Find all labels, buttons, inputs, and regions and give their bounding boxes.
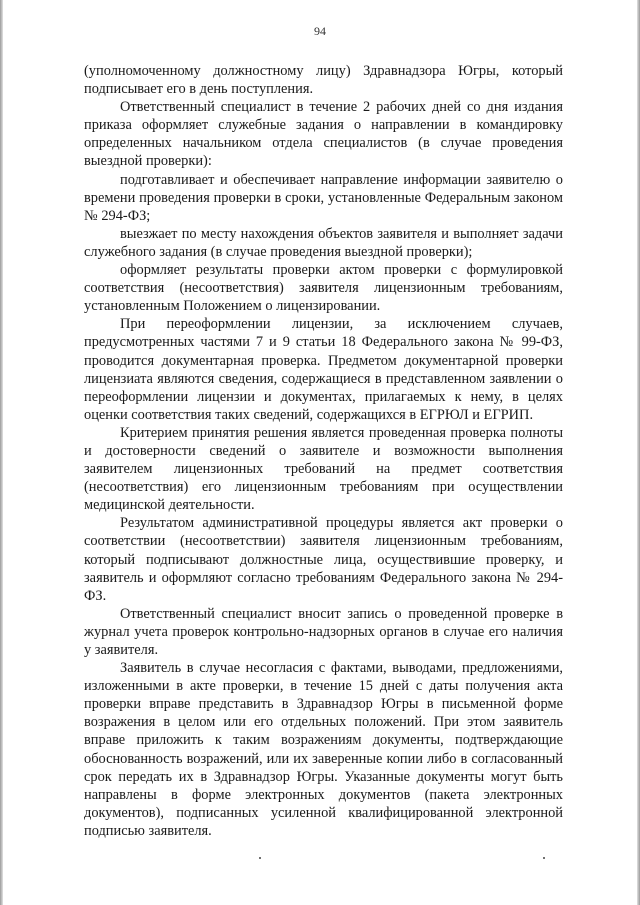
paragraph-9: Ответственный специалист вносит запись о проведенной проверке в журнал учета проверок контрольно-надзорных органов в случае его наличия у заявителя. [84,605,563,658]
paragraph-4: выезжает по месту нахождения объектов заявителя и выполняет задачи служебного задания (в случае проведения выездной проверки); [84,225,563,260]
paragraph-10: Заявитель в случае несогласия с фактами, выводами, предложениями, изложенными в акте проверки, в течение 15 дней с даты получения акта проверки вправе представить в Здравнадзор Югры в письменной форме возражения в целом или его отдельных положений. При этом заявитель вправе приложить к таким возражениям документы, подтверждающие обоснованность возражений, или их заверенные копии либо в согласованный срок передать их в Здравнадзор Югры. Указанные документы могут быть направлены в форме электронных документов (пакета электронных документов), подписанных усиленной квалифицированной электронной подписью заявителя. [84,660,563,839]
paragraph-3: подготавливает и обеспечивает направление информации заявителю о времени проведения проверки в сроки, установленные Федеральным законом № 294-ФЗ; [84,171,563,224]
scan-speck [259,857,261,859]
paragraph-1: (уполномоченному должностному лицу) Здравнадзора Югры, который подписывает его в день поступления. [84,63,563,98]
paragraph-2: Ответственный специалист в течение 2 рабочих дней со дня издания приказа оформляет служебные задания о направлении в командировку определенных начальником отдела специалистов (в случае проведения выездной проверки): [84,99,563,170]
paragraph-8: Результатом административной процедуры является акт проверки о соответствии (несоответствии) заявителя лицензионным требованиям, который подписывают должностные лица, осуществившие проверку, и заявитель и оформляют согласно требованиям Федерального закона № 294-ФЗ. [84,515,563,604]
paragraph-7: Критерием принятия решения является проведенная проверка полноты и достоверности сведений о заявителе и возможности выполнения заявителем лицензионных требований на предмет соответствия (несоответствия) его лицензионным требованиям при осуществлении медицинской деятельности. [84,424,563,514]
page-number: 94 [314,24,326,38]
document-body [84,62,563,840]
scan-speck [543,857,545,859]
paragraph-6: При переоформлении лицензии, за исключением случаев, предусмотренных частями 7 и 9 статьи 18 Федерального закона № 99-ФЗ, проводится документарная проверка. Предметом документарной проверки лицензиата являются сведения, содержащиеся в представленном заявлении о переоформлении лицензии и документах, прилагаемых к нему, в целях оценки соответствия таких сведений, содержащихся в ЕГРЮЛ и ЕГРИП. [84,316,563,423]
paragraph-5: оформляет результаты проверки актом проверки с формулировкой соответствия (несоответствия) заявителя лицензионным требованиям, установленным Положением о лицензировании. [84,262,563,315]
scan-edge-left [0,0,3,905]
